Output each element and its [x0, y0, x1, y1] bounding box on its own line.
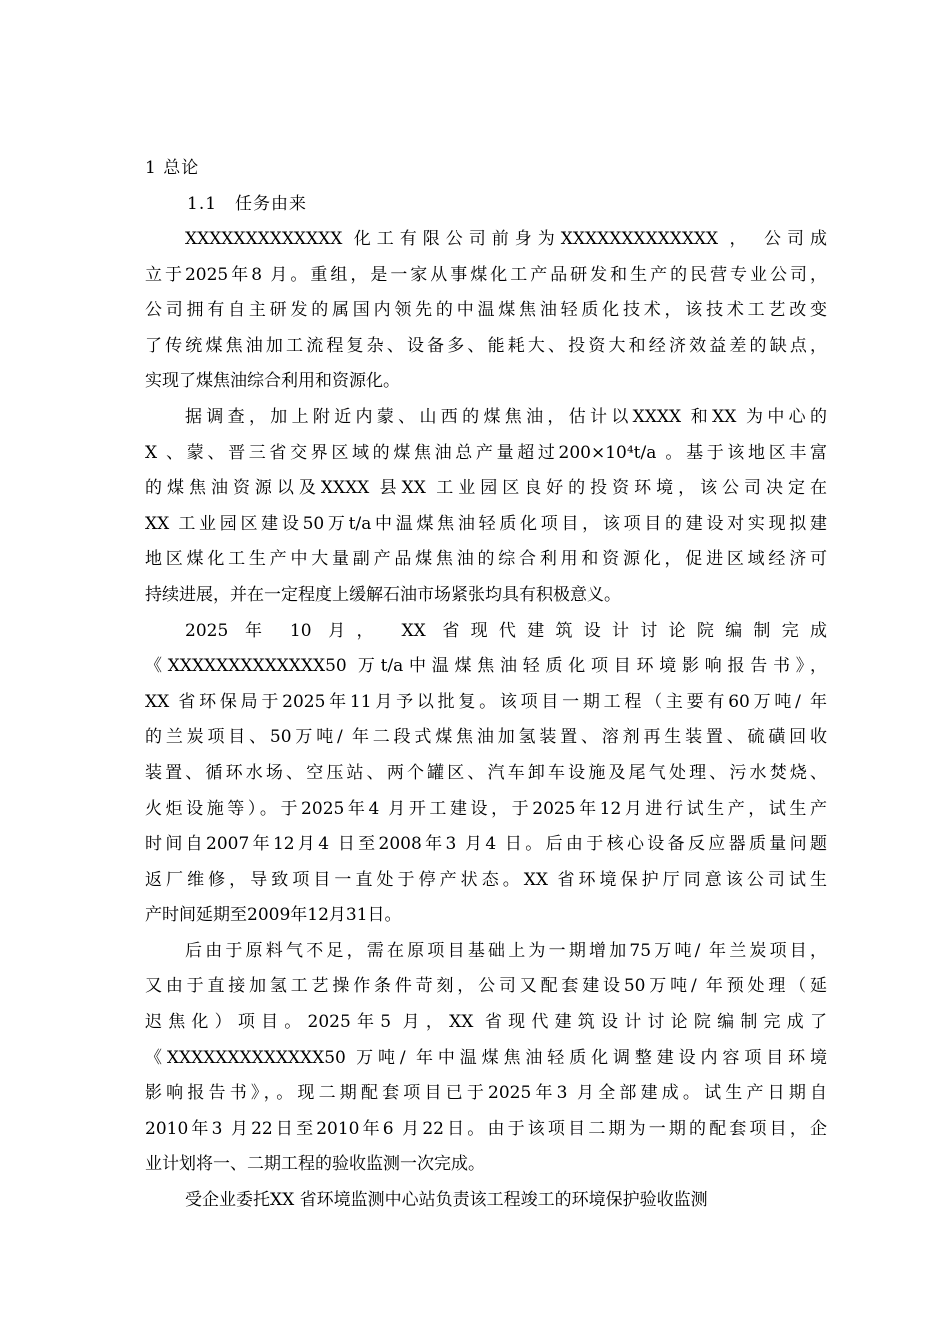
- paragraph-line: 持续进展，并在一定程度上缓解石油市场紧张均具有积极意义。: [145, 584, 621, 605]
- paragraph-line: 迟焦化）项目。2025年5 月，XX 省现代建筑设计讨论院编制完成了: [145, 1012, 827, 1033]
- paragraph-line: 公司拥有自主研发的属国内领先的中温煤焦油轻质化技术，该技术工艺改变: [145, 300, 827, 321]
- paragraph-line: XXXXXXXXXXXXX 化工有限公司前身为XXXXXXXXXXXXX ， 公司成: [185, 229, 827, 249]
- paragraph-line: 火炬设施等）。于2025年4 月开工建设，于2025年12月进行试生产，试生产: [145, 798, 827, 819]
- subsection-heading-1-1: [145, 186, 827, 222]
- paragraph-line: 的兰炭项目、50万吨/ 年二段式煤焦油加氢装置、溶剂再生装置、硫磺回收: [145, 727, 827, 748]
- paragraph-line: 产时间延期至2009年12月31日。: [145, 905, 402, 926]
- paragraph-line: 后由于原料气不足，需在原项目基础上为一期增加75万吨/ 年兰炭项目，: [185, 940, 827, 961]
- paragraph-line: 的煤焦油资源以及XXXX 县XX 工业园区良好的投资环境，该公司决定在: [145, 478, 827, 499]
- paragraph-survey: [145, 400, 827, 614]
- paragraph-line: 据调查，加上附近内蒙、山西的煤焦油，估计以XXXX 和XX 为中心的: [185, 406, 827, 427]
- paragraph-phase-one: [145, 614, 827, 934]
- paragraph-line: 了传统煤焦油加工流程复杂、设备多、能耗大、投资大和经济效益差的缺点，: [145, 335, 827, 356]
- paragraph-line: 立于2025年8 月。重组，是一家从事煤化工产品研发和生产的民营专业公司，: [145, 264, 827, 285]
- paragraph-line: 《XXXXXXXXXXXXX50 万t/a中温煤焦油轻质化项目环境影响报告书》，: [145, 656, 827, 677]
- paragraph-line: 受企业委托XX 省环境监测中心站负责该工程竣工的环境保护验收监测: [185, 1190, 708, 1211]
- paragraph-line: 时间自2007年12月4 日至2008年3 月4 日。后由于核心设备反应器质量问题: [145, 834, 827, 855]
- subsection-title: 任务由来: [235, 194, 308, 214]
- paragraph-monitoring: [145, 1183, 827, 1219]
- paragraph-line: XX 省环保局于2025年11月予以批复。该项目一期工程（主要有60万吨/ 年: [145, 691, 827, 712]
- paragraph-company-background: [145, 222, 827, 400]
- section-number: 1: [145, 158, 157, 178]
- paragraph-line: X 、蒙、晋三省交界区域的煤焦油总产量超过200×10⁴t/a 。基于该地区丰富: [145, 442, 827, 463]
- section-heading-1: [145, 150, 827, 186]
- paragraph-line: 装置、循环水场、空压站、两个罐区、汽车卸车设施及尾气处理、污水焚烧、: [145, 762, 827, 783]
- paragraph-line: 返厂维修，导致项目一直处于停产状态。XX 省环境保护厅同意该公司试生: [145, 869, 827, 890]
- paragraph-line: 实现了煤焦油综合利用和资源化。: [145, 371, 400, 392]
- document-page: [145, 150, 827, 1219]
- section-title: 总论: [163, 158, 200, 178]
- subsection-number: 1.1: [187, 194, 218, 214]
- paragraph-line: 2025 年 10 月， XX 省现代建筑设计讨论院编制完成: [185, 620, 827, 641]
- paragraph-line: 又由于直接加氢工艺操作条件苛刻，公司又配套建设50万吨/ 年预处理（延: [145, 976, 827, 997]
- paragraph-phase-two: [145, 934, 827, 1183]
- paragraph-line: XX 工业园区建设50万t/a中温煤焦油轻质化项目，该项目的建设对实现拟建: [145, 513, 827, 534]
- paragraph-line: 2010年3 月22日至2010年6 月22日。由于该项目二期为一期的配套项目，企: [145, 1118, 827, 1139]
- paragraph-line: 影响报告书》，。现二期配套项目已于2025年3 月全部建成。试生产日期自: [145, 1083, 827, 1104]
- paragraph-line: 业计划将一、二期工程的验收监测一次完成。: [145, 1154, 485, 1175]
- paragraph-line: 地区煤化工生产中大量副产品煤焦油的综合利用和资源化，促进区域经济可: [145, 549, 827, 570]
- paragraph-line: 《XXXXXXXXXXXXX50 万吨/ 年中温煤焦油轻质化调整建设内容项目环境: [145, 1047, 827, 1068]
